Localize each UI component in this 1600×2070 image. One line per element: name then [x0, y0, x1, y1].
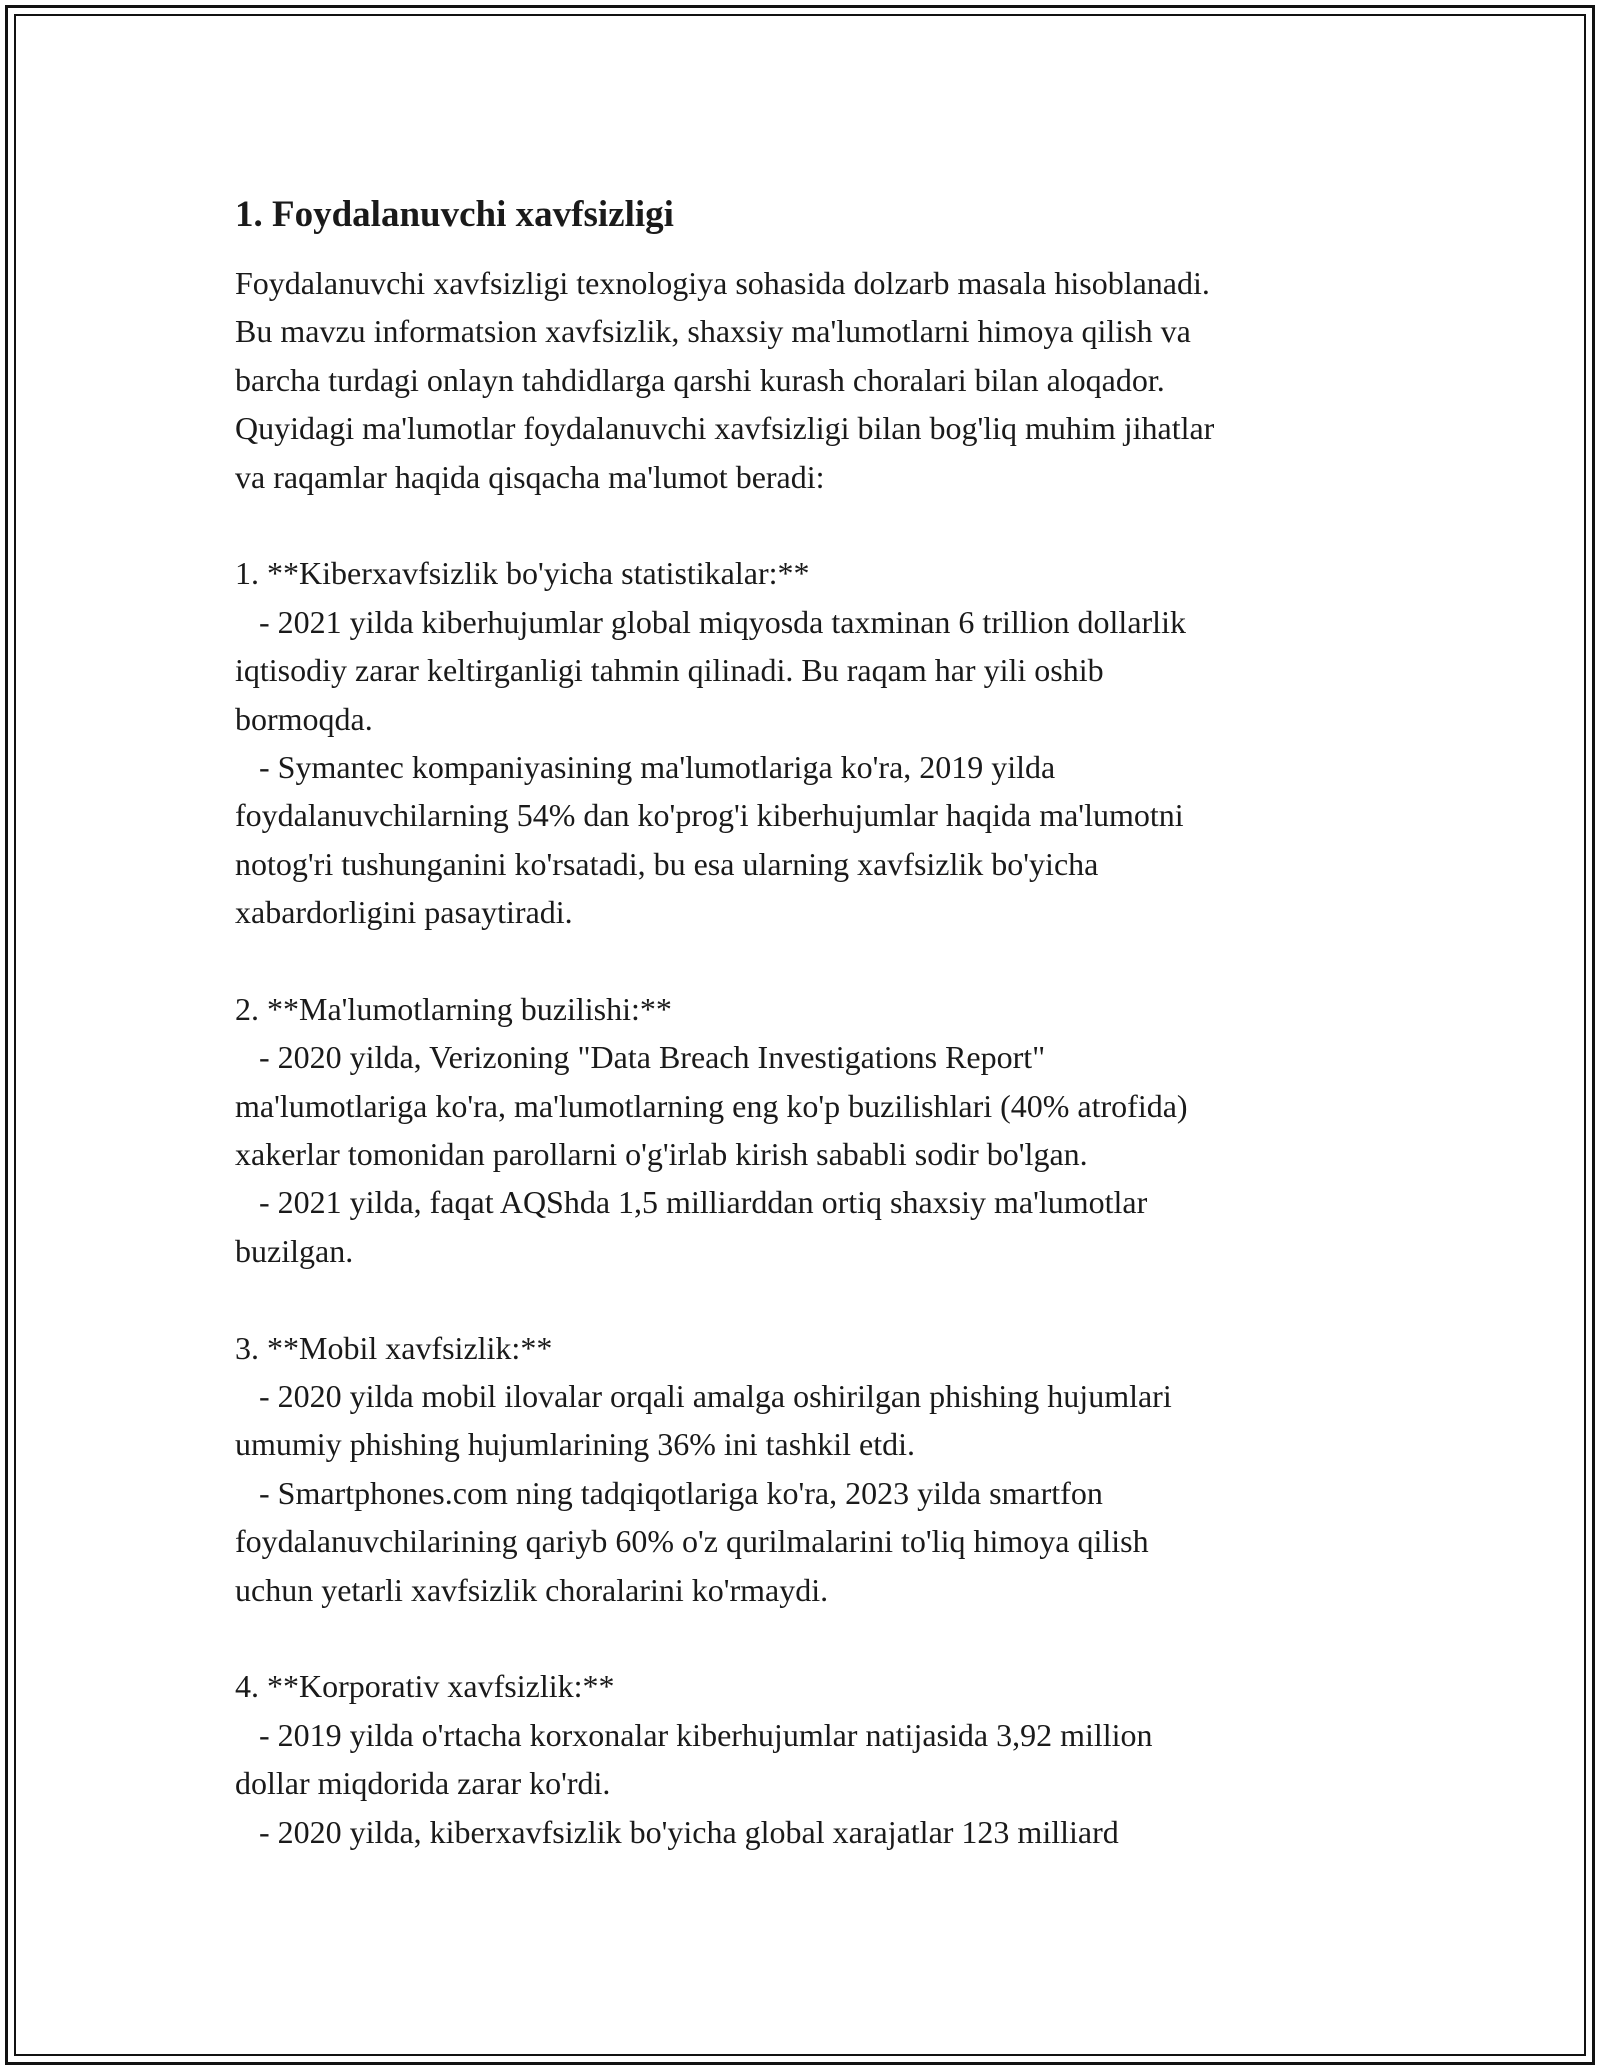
text-line: Bu mavzu informatsion xavfsizlik, shaxsiy ma'lumotlarni himoya qilish va [235, 313, 1191, 350]
text-line: - 2021 yilda, faqat AQShda 1,5 milliarddan ortiq shaxsiy ma'lumotlar [235, 1184, 1148, 1221]
text-line: notog'ri tushunganini ko'rsatadi, bu esa ularning xavfsizlik bo'yicha [235, 845, 1099, 882]
text-line: buzilgan. [235, 1232, 354, 1269]
list-heading: 3. **Mobil xavfsizlik:** [235, 1329, 553, 1366]
blank-line [235, 1614, 1415, 1662]
text-line: Foydalanuvchi xavfsizligi texnologiya sohasida dolzarb masala hisoblanadi. [235, 265, 1210, 301]
blank-line [235, 936, 1415, 984]
section-heading: 1. Foydalanuvchi xavfsizligi [235, 194, 674, 235]
text-line: umumiy phishing hujumlarining 36% ini tashkil etdi. [235, 1426, 915, 1463]
text-line: xabardorligini pasaytiradi. [235, 894, 573, 931]
text-line: bormoqda. [235, 700, 373, 737]
text-line: - Symantec kompaniyasining ma'lumotlariga ko'ra, 2019 yilda [235, 748, 1056, 785]
list-heading: 2. **Ma'lumotlarning buzilishi:** [235, 990, 672, 1027]
blank-line [235, 1275, 1415, 1323]
list-heading: 1. **Kiberxavfsizlik bo'yicha statistikalar:** [235, 555, 810, 592]
text-line: dollar miqdorida zarar ko'rdi. [235, 1765, 611, 1802]
document-body [235, 187, 1415, 1856]
text-line: - 2021 yilda kiberhujumlar global miqyosda taxminan 6 trillion dollarlik [235, 603, 1186, 640]
text-line: Quyidagi ma'lumotlar foydalanuvchi xavfsizligi bilan bog'liq muhim jihatlar [235, 410, 1215, 447]
text-line: va raqamlar haqida qisqacha ma'lumot beradi: [235, 458, 825, 495]
list-heading: 4. **Korporativ xavfsizlik:** [235, 1668, 615, 1705]
body-text [235, 259, 1415, 1856]
text-line: ma'lumotlariga ko'ra, ma'lumotlarning eng ko'p buzilishlari (40% atrofida) [235, 1087, 1188, 1124]
text-line: - 2019 yilda o'rtacha korxonalar kiberhujumlar natijasida 3,92 million [235, 1716, 1153, 1753]
text-line: - 2020 yilda, Verizoning "Data Breach Investigations Report" [235, 1039, 1046, 1076]
text-line: barcha turdagi onlayn tahdidlarga qarshi kurash choralari bilan aloqador. [235, 361, 1165, 398]
text-line: foydalanuvchilarining qariyb 60% o'z qurilmalarini to'liq himoya qilish [235, 1523, 1149, 1560]
text-line: foydalanuvchilarning 54% dan ko'prog'i kiberhujumlar haqida ma'lumotni [235, 797, 1184, 834]
text-line: - Smartphones.com ning tadqiqotlariga ko'ra, 2023 yilda smartfon [235, 1474, 1103, 1511]
text-line: uchun yetarli xavfsizlik choralarini ko'rmaydi. [235, 1571, 829, 1608]
text-line: iqtisodiy zarar keltirganligi tahmin qilinadi. Bu raqam har yili oshib [235, 652, 1104, 689]
blank-line [235, 501, 1415, 549]
text-line: xakerlar tomonidan parollarni o'g'irlab kirish sababli sodir bo'lgan. [235, 1136, 1088, 1173]
text-line: - 2020 yilda mobil ilovalar orqali amalga oshirilgan phishing hujumlari [235, 1377, 1172, 1414]
text-line: - 2020 yilda, kiberxavfsizlik bo'yicha global xarajatlar 123 milliard [235, 1813, 1119, 1850]
